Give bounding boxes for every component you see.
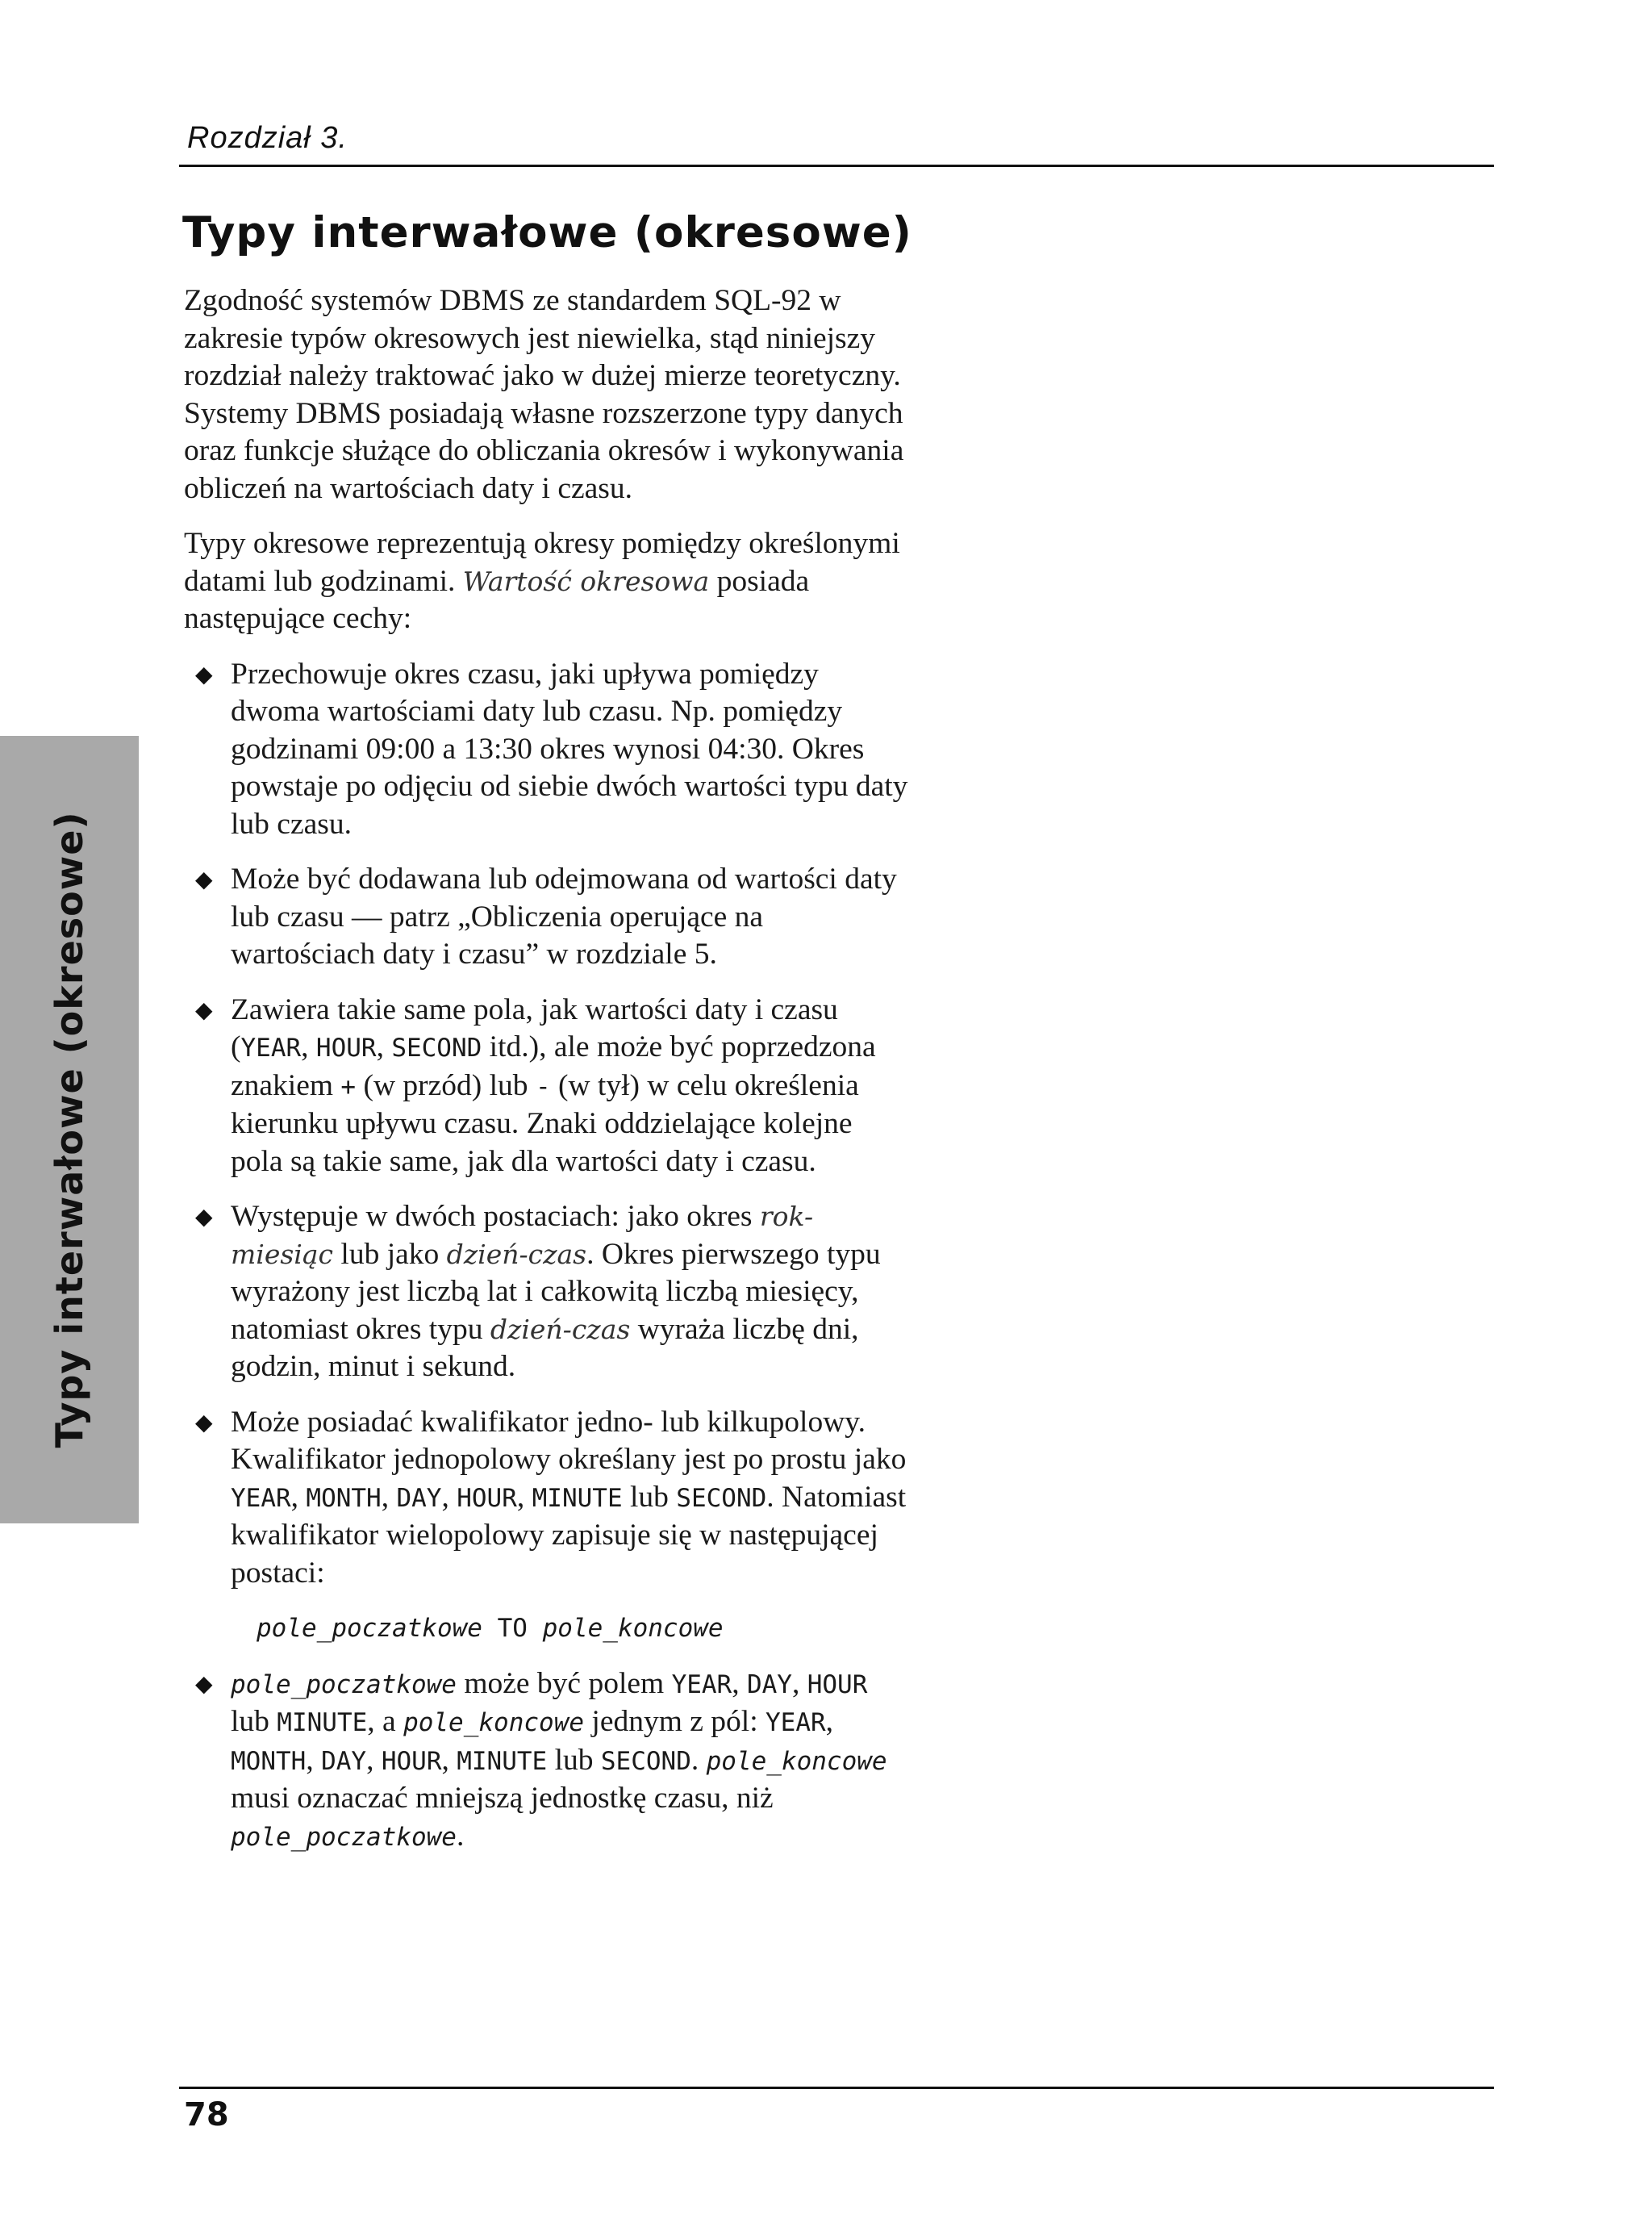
feature-list [184, 656, 910, 1593]
side-tab-label: Typy interwałowe (okresowe) [48, 811, 91, 1448]
list-item: ◆ Zawiera takie same pola, jak wartości daty i czasu (YEAR, HOUR, SECOND itd.), ale może być poprzedzona znakiem + (w przód) lub - (w tył) w celu określenia kierunku upływu czasu. Znaki oddzielające kolejne pola są takie same, jak dla wartości daty i czasu. [184, 992, 910, 1181]
page-number: 78 [184, 2096, 229, 2133]
code-snippet: pole_poczatkowe TO pole_koncowe [257, 1614, 724, 1643]
list-item: ◆ pole_poczatkowe może być polem YEAR, DAY, HOUR lub MINUTE, a pole_koncowe jednym z pól: YEAR, MONTH, DAY, HOUR, MINUTE lub SECOND. pole_koncowe musi oznaczać mniejszą jednostkę czasu, niż pole_poczatkowe. [184, 1665, 910, 1857]
list-item: ◆ Występuje w dwóch postaciach: jako okres rok-miesiąc lub jako dzień-czas. Okres pierwszego typu wyrażony jest liczbą lat i całkowitą liczbą miesięcy, natomiast okres typu dzień-czas wyraża liczbę dni, godzin, minut i sekund. [184, 1198, 910, 1386]
list-item: ◆ Może posiadać kwalifikator jedno- lub kilkupolowy. Kwalifikator jednopolowy określany jest po prostu jako YEAR, MONTH, DAY, HOUR, MINUTE lub SECOND. Natomiast kwalifikator wielopolowy zapisuje się w następującej postaci: [184, 1404, 910, 1593]
list-item: ◆ Może być dodawana lub odejmowana od wartości daty lub czasu — patrz „Obliczenia operujące na wartościach daty i czasu” w rozdziale 5. [184, 861, 910, 974]
header-rule [179, 165, 1494, 167]
intro-paragraph: Zgodność systemów DBMS ze standardem SQL-92 w zakresie typów okresowych jest niewielka, stąd niniejszy rozdział należy traktować jako w dużej mierze teoretyczny. Systemy DBMS posiadają własne rozszerzone typy danych oraz funkcje służące do obliczania okresów i wykonywania obliczeń na wartościach daty i czasu. [184, 284, 904, 505]
feature-list-2 [184, 1665, 910, 1857]
content [184, 282, 910, 1874]
chapter-header: Rozdział 3. [187, 121, 348, 155]
list-item: ◆ Przechowuje okres czasu, jaki upływa pomiędzy dwoma wartościami daty lub czasu. Np. pomiędzy godzinami 09:00 a 13:30 okres wynosi 04:30. Okres powstaje po odjęciu od siebie dwóch wartości typu daty lub czasu. [184, 656, 910, 844]
section-title: Typy interwałowe (okresowe) [182, 208, 912, 257]
footer-rule [179, 2087, 1494, 2089]
side-tab [0, 736, 139, 1523]
paragraph-2: Typy okresowe reprezentują okresy pomiędzy określonymi datami lub godzinami. Wartość okresowa posiada następujące cechy: [184, 527, 900, 635]
